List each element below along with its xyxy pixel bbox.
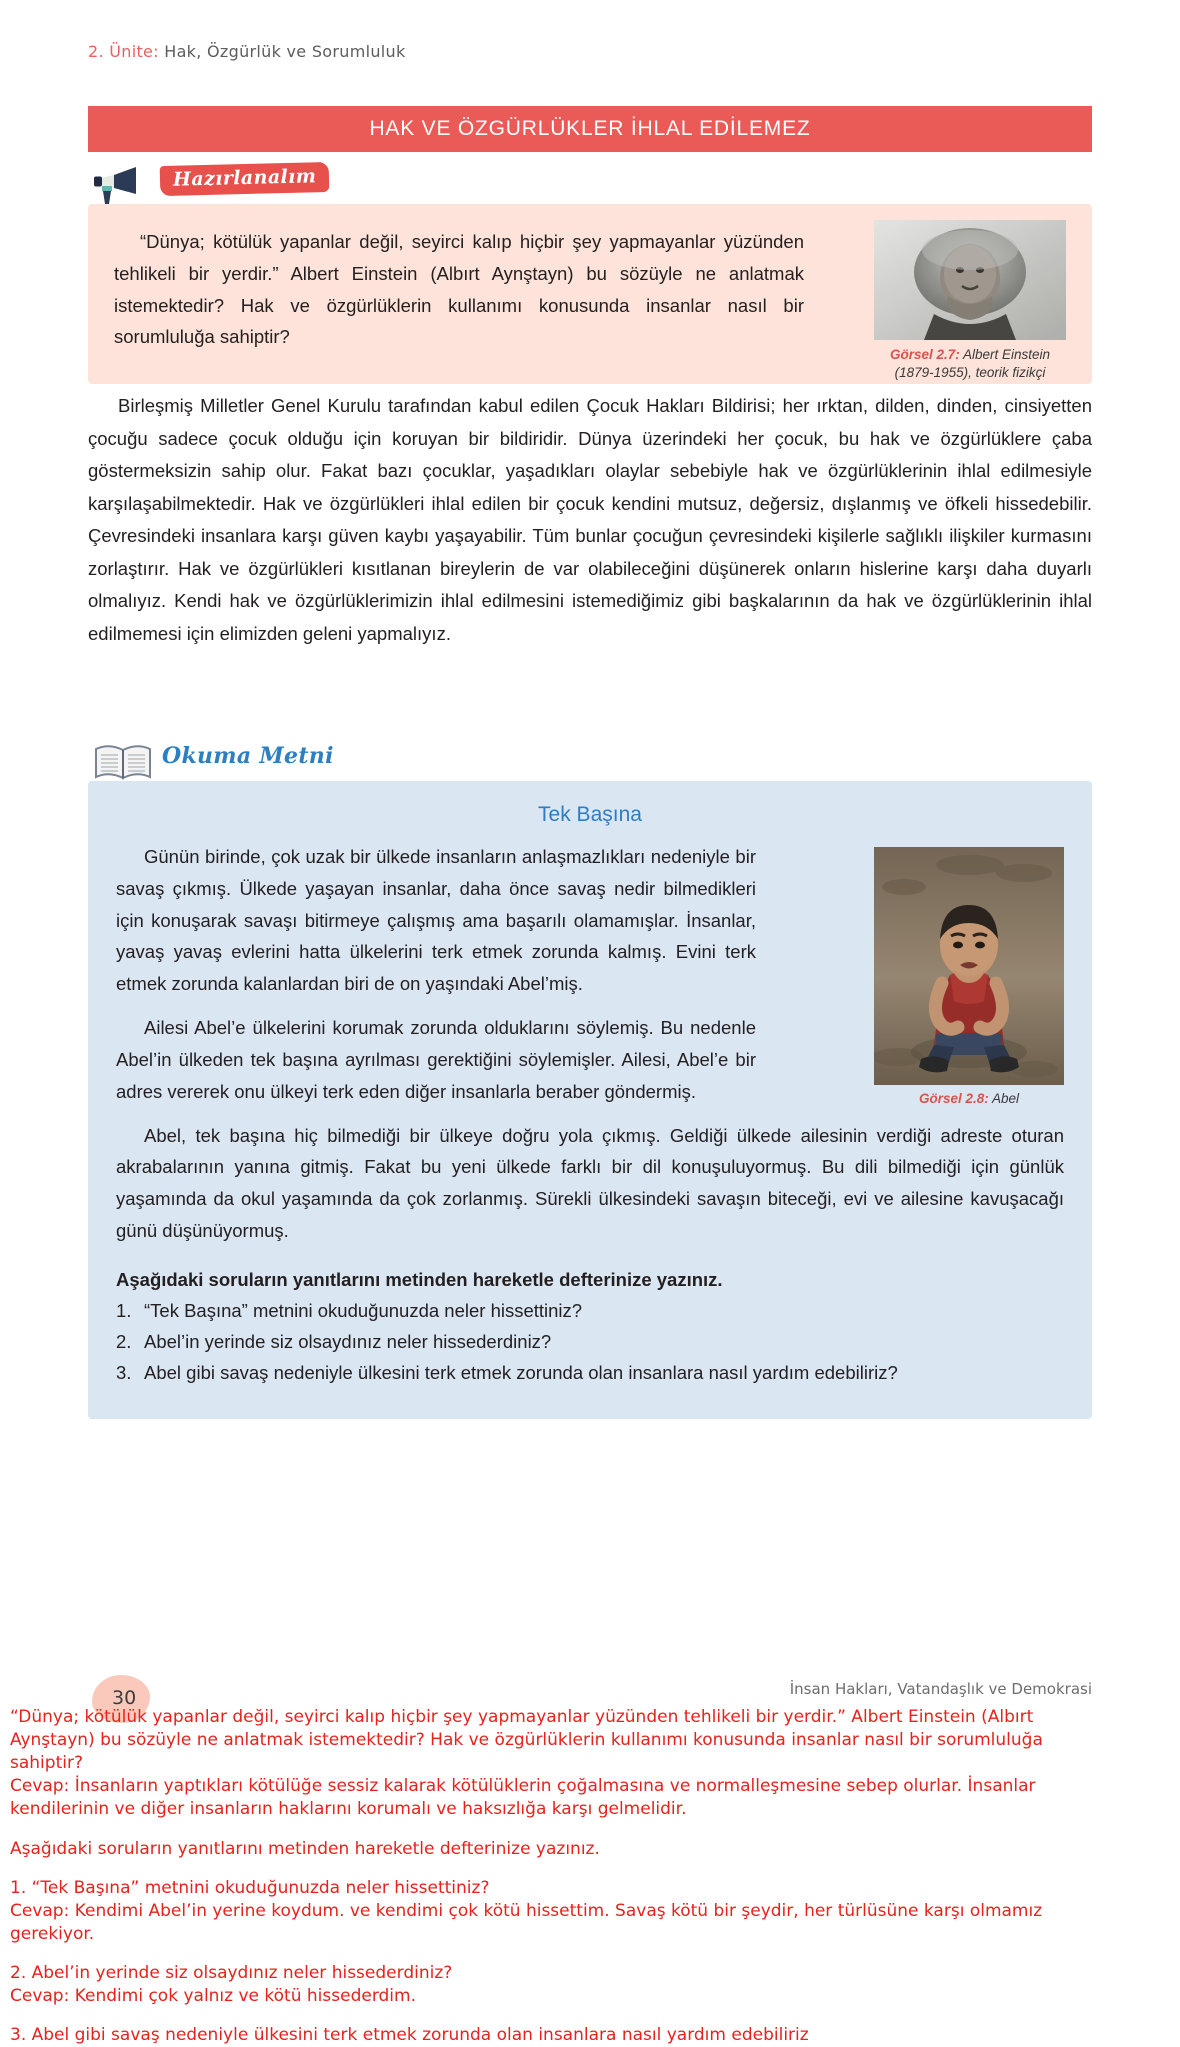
- reading-paragraph-2: Ailesi Abel’e ülkelerini korumak zorunda olduklarını söylemiş. Bu nedenle Abel’in ülkeden tek başına ayrılması gerektiğini söylemişler. Ailesi, Abel’e bir adres vererek onu ülkeyi terk eden diğer insanlarla beraber göndermiş.: [116, 1017, 756, 1102]
- question-number: 2.: [116, 1331, 132, 1353]
- abel-figure: [874, 847, 1064, 1106]
- section-banner: [88, 106, 1092, 152]
- annotation-block-3: 1. “Tek Başına” metnini okuduğunuzda neler hissettiniz?: [10, 1877, 490, 1898]
- reading-paragraph-1: Günün birinde, çok uzak bir ülkede insanların anlaşmazlıkları nedeniyle bir savaş çıkmış. Ülkede yaşayan insanlar, daha önce savaş nedir bilmedikleri için konuşarak savaşı bitirmeye çalışmış ama başarılı olamamışlar. İnsanlar, yavaş yavaş evlerini hatta ülkelerini terk etmek zorunda kalmış. Evini terk etmek zorunda kalanlardan biri de on yaşındaki Abel’miş.: [116, 846, 756, 995]
- annotation-block-5: 2. Abel’in yerinde siz olsaydınız neler hissederdiniz?: [10, 1962, 453, 1983]
- annotation-answers: [10, 1706, 1118, 2047]
- reading-badge-label: Okuma Metni: [162, 743, 334, 769]
- reading-box: [88, 781, 1092, 1419]
- reading-paragraph-3: Abel, tek başına hiç bilmediği bir ülkeye doğru yola çıkmış. Geldiği ülkede ailesinin verdiği adreste oturan akrabalarının yanına gitmiş. Fakat bu yeni ülkede farklı bir dil konuşuluyormuş. Bu dili bilmediği için günlük yaşamında da okul yaşamında da çok zorlanmış. Sürekli ülkesindeki savaşın biteceği, evi ve ailesine kavuşacağı günü düşünüyormuş.: [116, 1124, 1064, 1241]
- einstein-caption-line1: Albert Einstein: [962, 347, 1051, 362]
- annotation-block-0: “Dünya; kötülük yapanlar değil, seyirci kalıp hiçbir şey yapmayanlar yüzünden tehlikeli bir yerdir.” Albert Einstein (Albırt Aynştayn) bu sözüyle ne anlatmak istemektedir? Hak ve özgürlüklerin kullanımı konusunda insanlar nasıl bir sorumluluğa sahiptir?: [10, 1707, 1043, 1774]
- prepare-box: [88, 204, 1092, 384]
- prepare-badge-row: [88, 165, 1092, 202]
- prepare-question-text: “Dünya; kötülük yapanlar değil, seyirci kalıp hiçbir şey yapmayanlar yüzünden tehlikeli bir yerdir.” Albert Einstein (Albırt Aynştayn) bu sözüyle ne anlatmak istemektedir? Hak ve özgürlüklerin kullanımı konusunda insanlar nasıl bir sorumluluğa sahiptir?: [114, 231, 804, 348]
- abel-caption: [874, 1091, 1064, 1106]
- question-number: 1.: [116, 1300, 132, 1322]
- einstein-caption-label: Görsel 2.7:: [889, 347, 960, 362]
- running-head: [88, 42, 406, 61]
- annotation-block-2: Aşağıdaki soruların yanıtlarını metinden hareketle defterinize yazınız.: [10, 1838, 600, 1859]
- einstein-figure: [874, 220, 1066, 382]
- question-text: Abel gibi savaş nedeniyle ülkesini terk etmek zorunda olan insanlara nasıl yardım edebiliriz?: [144, 1362, 898, 1384]
- reading-title: Tek Başına: [538, 803, 642, 826]
- question-number: 3.: [116, 1362, 132, 1384]
- list-item: [116, 1327, 1064, 1357]
- einstein-caption: [874, 346, 1066, 382]
- abel-caption-label: Görsel 2.8:: [918, 1091, 989, 1106]
- reading-questions-lead: Aşağıdaki soruların yanıtlarını metinden hareketle defterinize yazınız.: [116, 1268, 723, 1290]
- annotation-block-6: Cevap: Kendimi çok yalnız ve kötü hissederdim.: [10, 1986, 416, 2007]
- unit-number: 2. Ünite:: [88, 42, 159, 61]
- question-text: “Tek Başına” metnini okuduğunuzda neler hissettiniz?: [144, 1300, 583, 1322]
- question-text: Abel’in yerinde siz olsaydınız neler hissederdiniz?: [144, 1331, 552, 1353]
- annotation-block-1: Cevap: İnsanların yaptıkları kötülüğe sessiz kalarak kötülüklerin çoğalmasına ve normalleşmesine sebep olurlar. İnsanlar kendilerinin ve diğer insanların haklarını korumalı ve haksızlığa karşı gelmelidir.: [10, 1776, 1036, 1820]
- reading-section: [88, 745, 1092, 1419]
- section-banner-title: HAK VE ÖZGÜRLÜKLER İHLAL EDİLEMEZ: [369, 117, 811, 140]
- abel-photo: [874, 847, 1064, 1085]
- list-item: [116, 1358, 1064, 1388]
- einstein-caption-line2: (1879-1955), teorik fizikçi: [894, 365, 1046, 381]
- einstein-photo: [874, 220, 1066, 340]
- annotation-block-7: 3. Abel gibi savaş nedeniyle ülkesini terk etmek zorunda olan insanlara nasıl yardım edebiliriz: [10, 2025, 809, 2046]
- abel-caption-text: Abel: [992, 1091, 1020, 1106]
- reading-questions-list: [116, 1296, 1064, 1388]
- annotation-block-4: Cevap: Kendimi Abel’in yerine koydum. ve kendimi çok kötü hissettim. Savaş kötü bir şeydir, her türlüsüne karşı olmamız gerekiyor.: [10, 1900, 1043, 1944]
- reading-badge-row: [88, 745, 1092, 781]
- main-paragraph: Birleşmiş Milletler Genel Kurulu tarafından kabul edilen Çocuk Hakları Bildirisi; her ırktan, dilden, dinden, cinsiyetten çocuğu sadece çocuk olduğu için koruyan bir bildiridir. Dünya üzerindeki her çocuk, bu hak ve özgürlüklere çaba göstermeksizin sahip olur. Fakat bazı çocuklar, yaşadıkları olaylar sebebiyle hak ve özgürlüklerinin ihlal edilmesiyle karşılaşabilmektedir. Hak ve özgürlükleri ihlal edilen bir çocuk kendini mutsuz, değersiz, dışlanmış ve öfkeli hissedebilir. Çevresindeki insanlara karşı güven kaybı yaşayabilir. Tüm bunlar çocuğun çevresindeki kişilerle sağlıklı ilişkiler kurmasını zorlaştırır. Hak ve özgürlükleri kısıtlanan bireylerin de var olabileceğini düşünerek onların hislerine karşı daha duyarlı olmalıyız. Kendi hak ve özgürlüklerimizin ihlal edilmesini istemediğimiz gibi başkalarının da hak ve özgürlüklerinin ihlal edilmemesi için elimizden geleni yapmalıyız.: [88, 395, 1092, 644]
- open-book-icon: [92, 739, 154, 788]
- page-number: 30: [112, 1687, 137, 1709]
- list-item: [116, 1296, 1064, 1326]
- book-title-footer: İnsan Hakları, Vatandaşlık ve Demokrasi: [789, 1680, 1092, 1698]
- megaphone-icon: [92, 164, 158, 209]
- prepare-section: [88, 165, 1092, 384]
- prepare-badge-label: Hazırlanalım: [160, 162, 330, 196]
- unit-title: Hak, Özgürlük ve Sorumluluk: [164, 42, 406, 61]
